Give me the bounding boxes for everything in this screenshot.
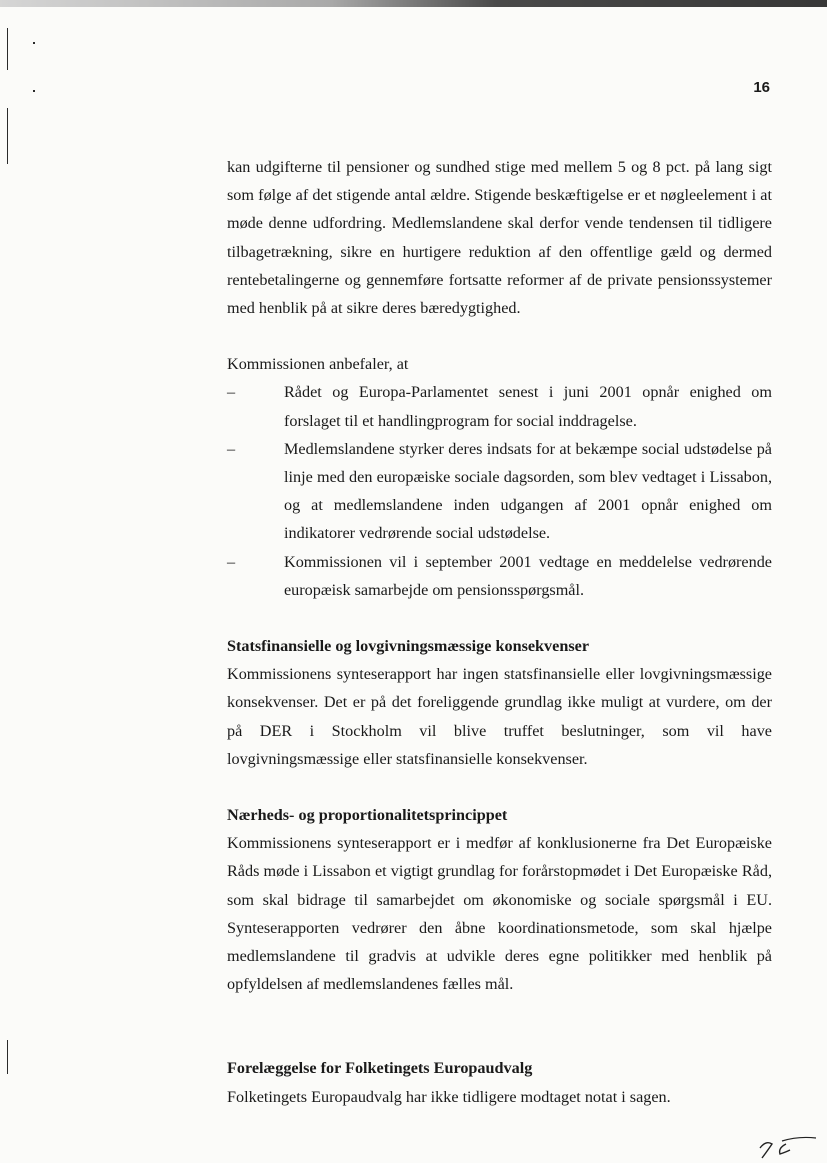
handwritten-initials-mark [756, 1132, 818, 1160]
scan-top-edge [0, 0, 827, 7]
dash-bullet: – [227, 552, 236, 571]
list-item-text: Rådet og Europa-Parlamentet senest i juni 2001 opnår enighed om forslaget til et handlingprogram for social inddragelse. [284, 383, 772, 430]
section-body-committee: Folketingets Europaudvalg har ikke tidligere modtaget notat i sagen. [227, 1087, 671, 1106]
dash-bullet: – [227, 439, 236, 458]
recommendations-list [227, 378, 772, 604]
dash-bullet: – [227, 383, 236, 402]
section-body-fiscal: Kommissionens synteserapport har ingen statsfinansielle eller lovgivningsmæssige konsekvenser. Det er på det foreliggende grundlag ikke muligt at vurdere, om der på DER i Stockholm vil blive truffet beslutninger, som vil have lovgivningsmæssige eller statsfinansielle konsekvenser. [227, 665, 772, 768]
page-number: 16 [753, 79, 770, 96]
section-body-subsidiarity: Kommissionens synteserapport er i medfør af konklusionerne fra Det Europæiske Råds møde i Lissabon et vigtigt grundlag for forårstopmødet i Det Europæiske Råd, som skal bidrage til samarbejdet om økonomiske og sociale spørgsmål i EU. Synteserapporten vedrører den åbne koordinationsmetode, som skal hjælpe medlemslandene til gradvis at udvikle deres egne politikker med henblik på opfyldelsen af medlemslandenes fælles mål. [227, 834, 772, 994]
intro-paragraph: kan udgifterne til pensioner og sundhed stige med mellem 5 og 8 pct. på lang sigt som følge af det stigende antal ældre. Stigende beskæftigelse er et nøgleelement i at møde denne udfordring. Medlemslandene skal derfor vende tendensen til tidligere tilbagetrækning, sikre en hurtigere reduktion af den offentlige gæld og dermed rentebetalingerne og gennemføre fortsatte reformer af de private pensionssystemer med henblik på at sikre deres bæredygtighed. [227, 158, 772, 318]
list-item [227, 548, 772, 604]
scan-margin-line [7, 28, 8, 70]
list-item [227, 378, 772, 434]
list-item [227, 435, 772, 548]
section-heading-committee: Forelæggelse for Folketingets Europaudvalg [227, 1059, 533, 1078]
document-body [227, 153, 772, 1111]
section-heading-fiscal: Statsfinansielle og lovgivningsmæssige konsekvenser [227, 637, 590, 656]
section-heading-subsidiarity: Nærheds- og proportionalitetsprincippet [227, 806, 508, 825]
scan-dot [33, 90, 35, 92]
recommendations-intro: Kommissionen anbefaler, at [227, 355, 409, 374]
list-item-text: Medlemslandene styrker deres indsats for at bekæmpe social udstødelse på linje med den europæiske sociale dagsorden, som blev vedtaget i Lissabon, og at medlemslandene inden udgangen af 2001 opnår enighed om indikatorer vedrørende social udstødelse. [284, 439, 772, 543]
scan-margin-line [7, 1040, 8, 1074]
scan-dot [33, 42, 35, 44]
list-item-text: Kommissionen vil i september 2001 vedtage en meddelelse vedrørende europæisk samarbejde om pensionsspørgsmål. [284, 552, 772, 599]
scan-margin-line [7, 108, 8, 164]
